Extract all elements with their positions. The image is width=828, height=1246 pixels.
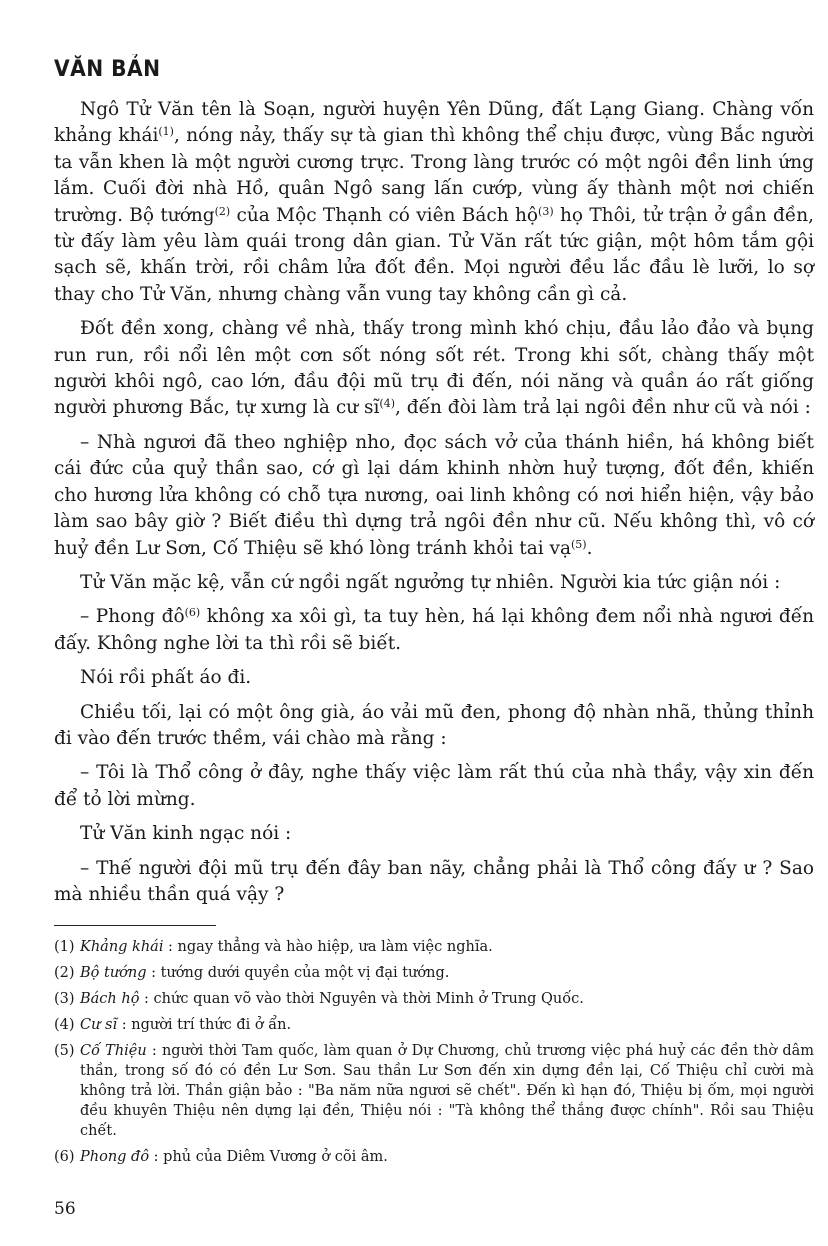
footnote [54, 1147, 814, 1167]
text-run: Chiều tối, lại có một ông già, áo vải mũ đen, phong độ nhàn nhã, thủng thỉnh đi vào đến trước thềm, vái chào mà rằng : [54, 701, 814, 749]
footnote [54, 963, 814, 983]
footnote-number: (4) [54, 1017, 75, 1033]
paragraph [54, 821, 814, 847]
footnote-text: : người trí thức đi ở ẩn. [117, 1017, 292, 1033]
footnote-body [80, 1015, 814, 1035]
footnote-term: Bộ tướng [80, 965, 147, 981]
footnote-text: : chức quan võ vào thời Nguyên và thời Minh ở Trung Quốc. [139, 991, 584, 1007]
footnote-separator [54, 925, 216, 926]
paragraph [54, 430, 814, 562]
footnote-ref: (6) [184, 606, 201, 620]
footnote-body [80, 963, 814, 983]
footnote-text: : tướng dưới quyền của một vị đại tướng. [146, 965, 450, 981]
text-run: – Tôi là Thổ công ở đây, nghe thấy việc làm rất thú của nhà thầy, vậy xin đến để tỏ lời mừng. [54, 762, 814, 810]
text-run: họ Thôi, tử trận ở gần đền, từ đấy làm yêu làm quái trong dân gian. Tử Văn rất tức giận, một hôm tắm gội sạch sẽ, khấn trời, rồi châm lửa đốt đền. Mọi người đều lắc đầu lè lưỡi, lo sợ thay cho Tử Văn, nhưng chàng vẫn vung tay không cần gì cả. [54, 204, 814, 305]
paragraph [54, 97, 814, 308]
text-run: – Thế người đội mũ trụ đến đây ban nãy, chẳng phải là Thổ công đấy ư ? Sao mà nhiều thần quá vậy ? [54, 857, 814, 905]
text-run: không xa xôi gì, ta tuy hèn, há lại không đem nổi nhà ngươi đến đấy. Không nghe lời ta thì rồi sẽ biết. [54, 606, 815, 654]
page-number: 56 [54, 1199, 76, 1219]
footnote-ref: (1) [158, 125, 174, 139]
text-run: Nói rồi phất áo đi. [80, 667, 252, 689]
footnote-ref: (5) [571, 537, 587, 551]
footnote [54, 937, 814, 957]
footnote-text: : phủ của Diêm Vương ở cõi âm. [149, 1149, 388, 1165]
footnote-term: Cố Thiệu [80, 1043, 147, 1059]
text-run: , đến đòi làm trả lại ngôi đền như cũ và nói : [395, 397, 811, 419]
footnote-body [80, 937, 814, 957]
footnote-ref: (3) [538, 204, 554, 218]
paragraph [54, 316, 814, 422]
footnote-term: Cư sĩ [80, 1017, 118, 1033]
footnote-ref: (2) [214, 204, 231, 218]
text-run: Ngô Tử Văn tên là Soạn, người huyện Yên Dũng, đất Lạng Giang. Chàng vốn khảng khái [54, 99, 814, 147]
footnote-term: Khảng khái [80, 939, 164, 955]
footnote-term: Phong đô [80, 1149, 150, 1165]
footnote [54, 989, 814, 1009]
text-run: – Phong đô [80, 606, 185, 628]
footnote [54, 1015, 814, 1035]
footnote-term: Bách hộ [80, 991, 140, 1007]
paragraph [54, 700, 814, 753]
footnote-text: : ngay thẳng và hào hiệp, ưa làm việc nghĩa. [163, 939, 493, 955]
footnote-number: (5) [54, 1043, 75, 1059]
text-run: của Mộc Thạnh có viên Bách hộ [230, 204, 539, 226]
paragraph [54, 570, 814, 596]
paragraph [54, 604, 814, 657]
footnote-number: (1) [54, 939, 75, 955]
text-run: , nóng nảy, thấy sự tà gian thì không thể chịu được, vùng Bắc người ta vẫn khen là một người cương trực. Trong làng trước có một ngôi đền linh ứng lắm. Cuối đời nhà Hồ, quân Ngô sang lấn cướp, vùng ấy thành một nơi chiến trường. Bộ tướng [54, 125, 814, 226]
footnote-number: (2) [54, 965, 75, 981]
paragraph [54, 665, 814, 691]
footnote-body [80, 1147, 814, 1167]
footnote [54, 1041, 814, 1141]
footnote-body [80, 1041, 814, 1141]
text-run: . [586, 537, 593, 559]
footnote-number: (3) [54, 991, 75, 1007]
paragraph [54, 760, 814, 813]
text-run: Tử Văn mặc kệ, vẫn cứ ngồi ngất ngưởng tự nhiên. Người kia tức giận nói : [80, 571, 781, 593]
text-run: Tử Văn kinh ngạc nói : [80, 823, 292, 845]
text-run: Đốt đền xong, chàng về nhà, thấy trong mình khó chịu, đầu lảo đảo và bụng run run, rồi nổi lên một cơn sốt nóng sốt rét. Trong khi sốt, chàng thấy một người khôi ngô, cao lớn, đầu đội mũ trụ đi đến, nói năng và quần áo rất giống người phương Bắc, tự xưng là cư sĩ [54, 318, 814, 419]
paragraph [54, 856, 814, 909]
footnote-number: (6) [54, 1149, 75, 1165]
footnote-text: : người thời Tam quốc, làm quan ở Dự Chương, chủ trương việc phá huỷ các đền thờ dâm thần, trong số đó có đền Lư Sơn. Sau thần Lư Sơn đến xin dựng đền lại, Cố Thiệu chỉ cười mà không trả lời. Thần giận bảo : "Ba năm nữa ngươi sẽ chết". Đến kì hạn đó, Thiệu bị ốm, mọi người đều khuyên Thiệu nên dựng lại đền, Thiệu nói : "Tà không thể thắng được chính". Rồi sau Thiệu chết. [80, 1043, 814, 1139]
footnote-body [80, 989, 814, 1009]
main-text [54, 97, 814, 916]
text-run: – Nhà ngươi đã theo nghiệp nho, đọc sách vở của thánh hiền, há không biết cái đức của quỷ thần sao, cớ gì lại dám khinh nhờn huỷ tượng, đốt đền, khiến cho hương lửa không có chỗ tựa nương, oai linh không có nơi hiển hiện, vậy bảo làm sao bây giờ ? Biết điều thì dựng trả ngôi đền như cũ. Nếu không thì, vô cớ huỷ đền Lư Sơn, Cố Thiệu sẽ khó lòng tránh khỏi tai vạ [54, 431, 814, 559]
footnote-ref: (4) [379, 397, 396, 411]
section-heading: VĂN BẢN [54, 57, 161, 82]
footnotes [54, 937, 814, 1173]
